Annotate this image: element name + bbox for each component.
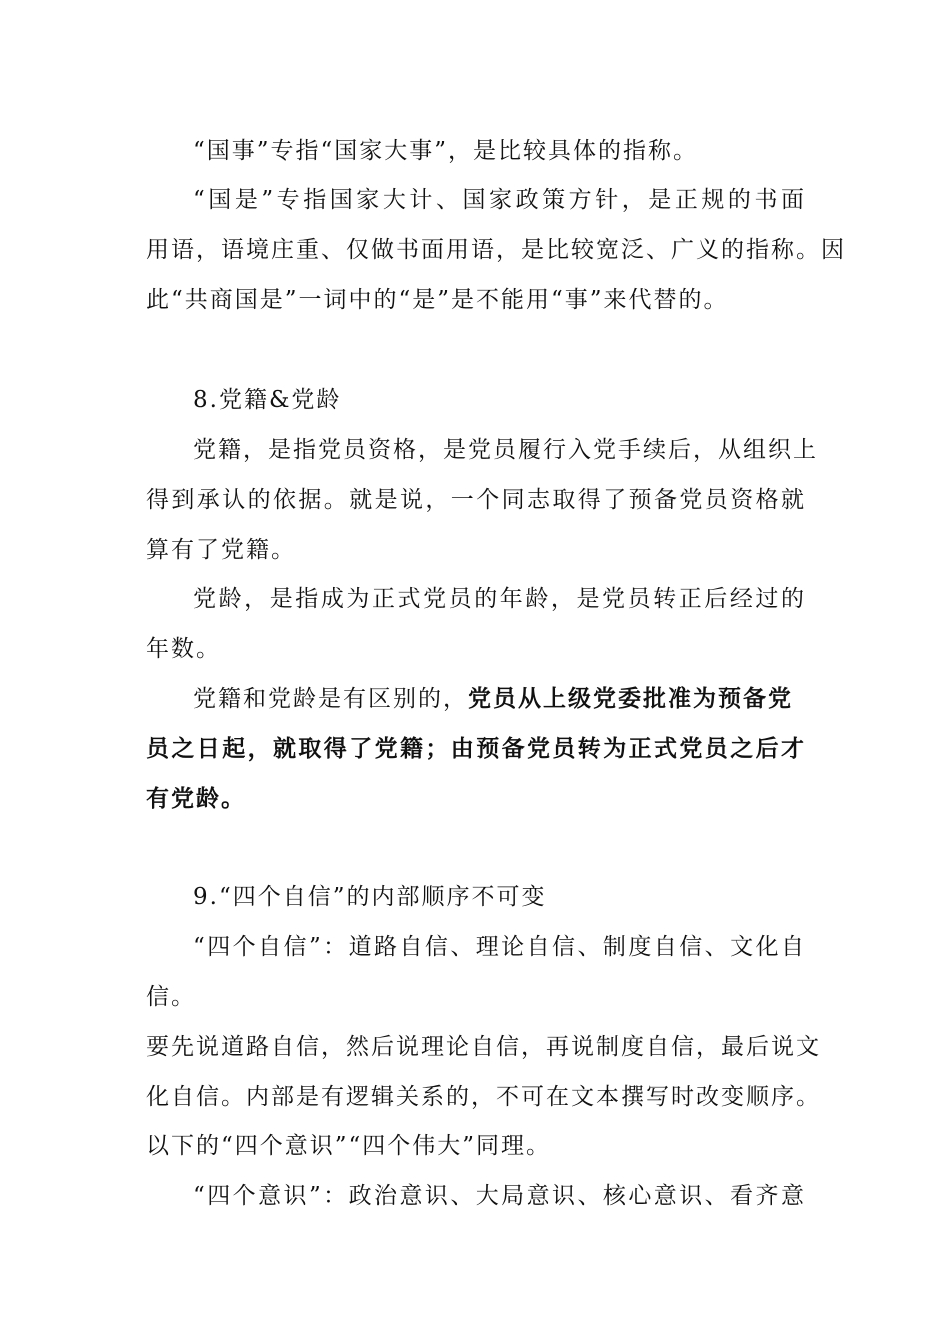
paragraph-line: “国是”专指国家大计、国家政策方针，是正规的书面 bbox=[193, 187, 806, 213]
paragraph-line: 算有了党籍。 bbox=[146, 537, 296, 563]
plain-text: 党籍和党龄是有区别的， bbox=[193, 686, 468, 712]
paragraph-line: 年数。 bbox=[146, 636, 221, 662]
paragraph-line: “四个意识”：政治意识、大局意识、核心意识、看齐意 bbox=[193, 1183, 806, 1209]
paragraph-line: 党籍，是指党员资格，是党员履行入党手续后，从组织上 bbox=[193, 437, 818, 463]
paragraph-line: 化自信。内部是有逻辑关系的，不可在文本撰写时改变顺序。 bbox=[146, 1084, 821, 1110]
paragraph-line: 用语，语境庄重、仅做书面用语，是比较宽泛、广义的指称。因 bbox=[146, 237, 846, 263]
section-heading: 8.党籍&党龄 bbox=[193, 387, 342, 413]
paragraph-line: 此“共商国是”一词中的“是”是不能用“事”来代替的。 bbox=[146, 287, 729, 313]
emphasized-line: 员之日起，就取得了党籍；由预备党员转为正式党员之后才 bbox=[146, 735, 806, 762]
paragraph-line: “国事”专指“国家大事”，是比较具体的指称。 bbox=[193, 138, 699, 164]
paragraph-line: 信。 bbox=[146, 984, 196, 1010]
paragraph-line: 要先说道路自信，然后说理论自信，再说制度自信，最后说文 bbox=[146, 1034, 821, 1060]
emphasized-text: 党员从上级党委批准为预备党 bbox=[468, 685, 793, 712]
paragraph-line: “四个自信”：道路自信、理论自信、制度自信、文化自 bbox=[193, 934, 806, 960]
emphasized-line: 有党龄。 bbox=[146, 785, 246, 812]
section-heading: 9.“四个自信”的内部顺序不可变 bbox=[193, 884, 547, 910]
paragraph-line: 得到承认的依据。就是说，一个同志取得了预备党员资格就 bbox=[146, 487, 806, 513]
paragraph-line: 党龄，是指成为正式党员的年龄，是党员转正后经过的 bbox=[193, 586, 806, 612]
paragraph-line bbox=[193, 684, 806, 714]
paragraph-line: 以下的“四个意识”“四个伟大”同理。 bbox=[146, 1133, 552, 1159]
